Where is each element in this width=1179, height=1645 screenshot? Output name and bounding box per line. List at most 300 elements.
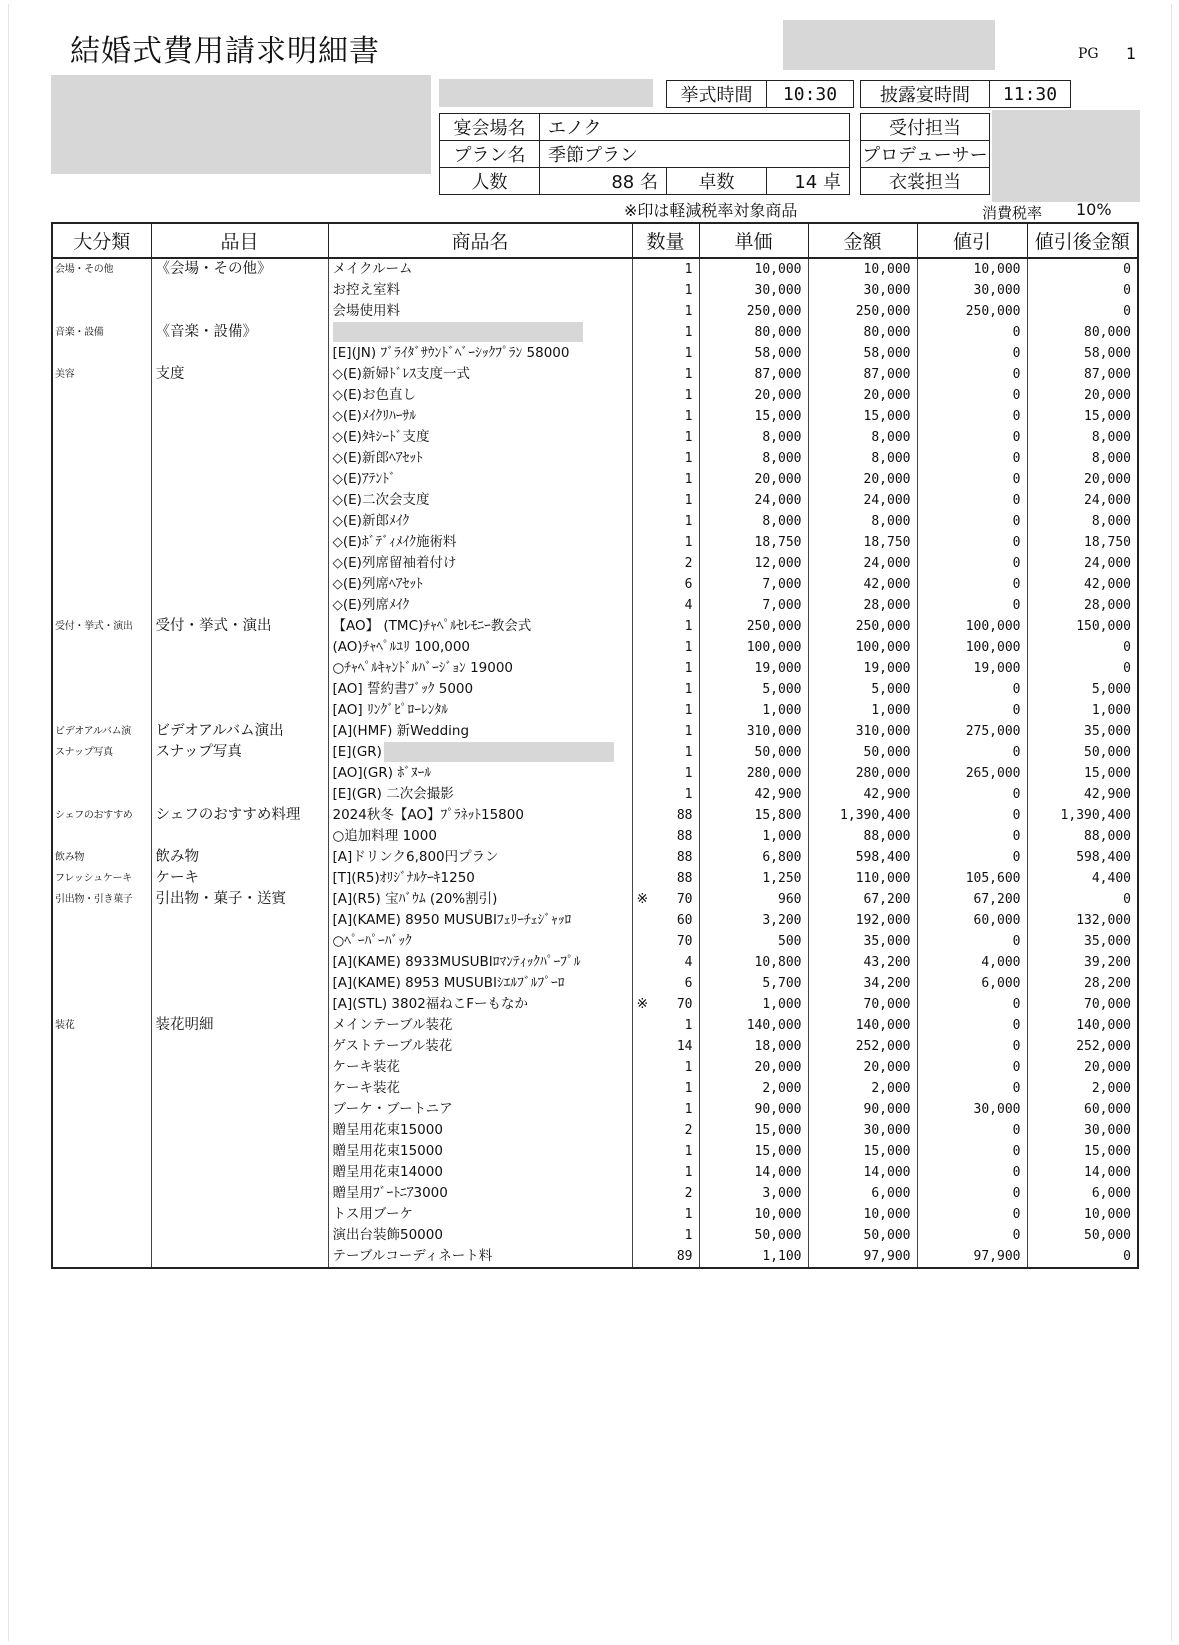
discount-cell: 0	[917, 1057, 1027, 1078]
unit-price-cell: 90,000	[699, 1099, 808, 1120]
unit-price-cell: 8,000	[699, 448, 808, 469]
unit-price-cell: 2,000	[699, 1078, 808, 1099]
product-cell: [A](KAME) 8933MUSUBIﾛﾏﾝﾃｨｯｸﾊﾟｰﾌﾟﾙ	[328, 952, 632, 973]
product-cell: ◇(E)ﾒｲｸﾘﾊｰｻﾙ	[328, 406, 632, 427]
qty-cell	[632, 889, 699, 910]
category-cell	[52, 994, 151, 1015]
net-amount-cell: 132,000	[1027, 910, 1138, 931]
unit-price-cell: 80,000	[699, 322, 808, 343]
table-row	[52, 574, 1138, 595]
net-amount-cell: 1,000	[1027, 700, 1138, 721]
discount-cell: 0	[917, 1120, 1027, 1141]
table-row	[52, 805, 1138, 826]
qty-value: 1	[684, 661, 693, 676]
item-cell	[151, 952, 328, 973]
qty-cell	[632, 322, 699, 343]
category-cell	[52, 469, 151, 490]
item-cell: 装花明細	[151, 1015, 328, 1036]
table-row	[52, 994, 1138, 1015]
amount-cell: 80,000	[808, 322, 917, 343]
amount-cell: 43,200	[808, 952, 917, 973]
product-cell	[328, 322, 632, 343]
amount-cell: 90,000	[808, 1099, 917, 1120]
reception-time-value: 11:30	[989, 80, 1071, 108]
table-row	[52, 1246, 1138, 1268]
item-cell	[151, 1120, 328, 1141]
product-cell: ◇(E)二次会支度	[328, 490, 632, 511]
table-header-row	[52, 223, 1138, 258]
net-amount-cell: 8,000	[1027, 427, 1138, 448]
discount-cell: 0	[917, 847, 1027, 868]
amount-cell: 58,000	[808, 343, 917, 364]
discount-cell: 275,000	[917, 721, 1027, 742]
qty-cell	[632, 343, 699, 364]
qty-value: 6	[684, 577, 693, 592]
plan-value: 季節プラン	[539, 140, 850, 168]
net-amount-cell: 58,000	[1027, 343, 1138, 364]
col-header-product: 商品名	[328, 223, 632, 258]
amount-cell: 19,000	[808, 658, 917, 679]
amount-cell: 10,000	[808, 258, 917, 280]
product-cell: [AO] ﾘﾝｸﾞﾋﾟﾛｰﾚﾝﾀﾙ	[328, 700, 632, 721]
net-amount-cell: 28,000	[1027, 595, 1138, 616]
qty-value: 1	[684, 451, 693, 466]
category-cell: シェフのおすすめ	[52, 805, 151, 826]
table-row	[52, 784, 1138, 805]
unit-price-cell: 8,000	[699, 427, 808, 448]
unit-price-cell: 250,000	[699, 616, 808, 637]
amount-cell: 24,000	[808, 553, 917, 574]
amount-cell: 250,000	[808, 616, 917, 637]
unit-price-cell: 8,000	[699, 511, 808, 532]
amount-cell: 192,000	[808, 910, 917, 931]
qty-cell	[632, 427, 699, 448]
qty-value: 1	[684, 283, 693, 298]
category-cell	[52, 511, 151, 532]
qty-value: 70	[676, 892, 693, 907]
net-amount-cell: 20,000	[1027, 1057, 1138, 1078]
item-cell	[151, 427, 328, 448]
unit-price-cell: 3,200	[699, 910, 808, 931]
discount-cell: 0	[917, 679, 1027, 700]
category-cell: 装花	[52, 1015, 151, 1036]
col-header-qty: 数量	[632, 223, 699, 258]
net-amount-cell: 8,000	[1027, 511, 1138, 532]
discount-cell: 0	[917, 784, 1027, 805]
table-row	[52, 364, 1138, 385]
net-amount-cell: 140,000	[1027, 1015, 1138, 1036]
qty-value: 1	[684, 367, 693, 382]
table-row	[52, 679, 1138, 700]
discount-cell: 0	[917, 742, 1027, 763]
category-cell: 音楽・設備	[52, 322, 151, 343]
unit-price-cell: 250,000	[699, 301, 808, 322]
unit-price-cell: 310,000	[699, 721, 808, 742]
unit-price-cell: 280,000	[699, 763, 808, 784]
qty-value: 4	[684, 955, 693, 970]
category-cell	[52, 343, 151, 364]
unit-price-cell: 100,000	[699, 637, 808, 658]
category-cell: 引出物・引き菓子	[52, 889, 151, 910]
table-row	[52, 700, 1138, 721]
unit-price-cell: 10,800	[699, 952, 808, 973]
redacted-block	[333, 322, 583, 342]
unit-price-cell: 14,000	[699, 1162, 808, 1183]
line-items-table	[51, 222, 1139, 1269]
net-amount-cell: 20,000	[1027, 469, 1138, 490]
item-cell	[151, 1057, 328, 1078]
product-cell: [AO](GR) ﾎﾞﾇｰﾙ	[328, 763, 632, 784]
item-cell	[151, 406, 328, 427]
ceremony-time-value: 10:30	[766, 80, 854, 108]
amount-cell: 8,000	[808, 511, 917, 532]
reduced-tax-mark: ※	[636, 891, 649, 907]
discount-cell: 60,000	[917, 910, 1027, 931]
unit-price-cell: 1,000	[699, 700, 808, 721]
qty-cell	[632, 1246, 699, 1268]
item-cell: スナップ写真	[151, 742, 328, 763]
qty-value: 1	[684, 1207, 693, 1222]
amount-cell: 1,000	[808, 700, 917, 721]
qty-value: 2	[684, 1123, 693, 1138]
table-row	[52, 721, 1138, 742]
qty-cell	[632, 1015, 699, 1036]
item-cell	[151, 910, 328, 931]
product-cell: ◇(E)列席ﾒｲｸ	[328, 595, 632, 616]
amount-cell: 50,000	[808, 742, 917, 763]
item-cell: 飲み物	[151, 847, 328, 868]
qty-cell	[632, 280, 699, 301]
discount-cell: 0	[917, 364, 1027, 385]
net-amount-cell: 88,000	[1027, 826, 1138, 847]
table-row	[52, 1141, 1138, 1162]
qty-cell	[632, 574, 699, 595]
page-label: PG	[1078, 46, 1099, 62]
product-cell: ケーキ装花	[328, 1078, 632, 1099]
category-cell	[52, 406, 151, 427]
qty-value: 89	[676, 1249, 693, 1264]
qty-value: 2	[684, 556, 693, 571]
table-row	[52, 868, 1138, 889]
qty-value: 88	[676, 829, 693, 844]
net-amount-cell: 0	[1027, 889, 1138, 910]
category-cell	[52, 1036, 151, 1057]
col-header-amount: 金額	[808, 223, 917, 258]
amount-cell: 2,000	[808, 1078, 917, 1099]
category-cell	[52, 1246, 151, 1268]
qty-cell	[632, 931, 699, 952]
tax-rate-label: 消費税率	[982, 204, 1043, 222]
qty-cell	[632, 301, 699, 322]
qty-value: 1	[684, 262, 693, 277]
redacted-block	[783, 20, 995, 70]
category-cell	[52, 973, 151, 994]
table-row	[52, 427, 1138, 448]
qty-cell	[632, 847, 699, 868]
category-cell	[52, 679, 151, 700]
discount-cell: 0	[917, 427, 1027, 448]
product-cell: [A](KAME) 8950 MUSUBIﾌｪﾘｰﾁｪｼﾞｬｯﾛ	[328, 910, 632, 931]
item-cell: 《会場・その他》	[151, 258, 328, 280]
product-cell: ◇(E)列席ﾍｱｾｯﾄ	[328, 574, 632, 595]
net-amount-cell: 1,390,400	[1027, 805, 1138, 826]
product-cell: ◇(E)ﾎﾞﾃﾞｨﾒｲｸ施術料	[328, 532, 632, 553]
item-cell: 《音楽・設備》	[151, 322, 328, 343]
product-cell: 贈呈用花束15000	[328, 1120, 632, 1141]
qty-cell	[632, 721, 699, 742]
product-cell: トス用ブーケ	[328, 1204, 632, 1225]
qty-cell	[632, 784, 699, 805]
qty-cell	[632, 679, 699, 700]
amount-cell: 42,000	[808, 574, 917, 595]
item-cell	[151, 574, 328, 595]
amount-cell: 97,900	[808, 1246, 917, 1268]
unit-price-cell: 5,700	[699, 973, 808, 994]
table-row	[52, 931, 1138, 952]
table-row	[52, 385, 1138, 406]
discount-cell: 0	[917, 490, 1027, 511]
net-amount-cell: 35,000	[1027, 931, 1138, 952]
table-row	[52, 1225, 1138, 1246]
table-row	[52, 343, 1138, 364]
unit-price-cell: 20,000	[699, 385, 808, 406]
product-cell: 2024秋冬【AO】ﾌﾟﾗﾈｯﾄ15800	[328, 805, 632, 826]
item-cell	[151, 1162, 328, 1183]
qty-value: 88	[676, 808, 693, 823]
qty-cell	[632, 616, 699, 637]
item-cell	[151, 448, 328, 469]
qty-value: 1	[684, 640, 693, 655]
product-cell: ○ﾍﾟｰﾊﾟｰﾊﾞｯｸ	[328, 931, 632, 952]
amount-cell: 8,000	[808, 427, 917, 448]
category-cell: 美容	[52, 364, 151, 385]
product-cell: ◇(E)新郎ﾒｲｸ	[328, 511, 632, 532]
item-cell	[151, 553, 328, 574]
qty-value: 1	[684, 1228, 693, 1243]
guests-label: 人数	[439, 167, 540, 195]
qty-value: 2	[684, 1186, 693, 1201]
table-row	[52, 742, 1138, 763]
item-cell	[151, 280, 328, 301]
table-row	[52, 973, 1138, 994]
amount-cell: 88,000	[808, 826, 917, 847]
product-cell: 【AO】 (TMC)ﾁｬﾍﾟﾙｾﾚﾓﾆｰ教会式	[328, 616, 632, 637]
qty-value: 6	[684, 976, 693, 991]
item-cell	[151, 637, 328, 658]
item-cell	[151, 784, 328, 805]
table-row	[52, 1099, 1138, 1120]
item-cell	[151, 490, 328, 511]
qty-value: 1	[684, 409, 693, 424]
unit-price-cell: 15,800	[699, 805, 808, 826]
item-cell	[151, 1141, 328, 1162]
discount-cell: 0	[917, 931, 1027, 952]
product-cell: ◇(E)列席留袖着付け	[328, 553, 632, 574]
net-amount-cell: 28,200	[1027, 973, 1138, 994]
net-amount-cell: 24,000	[1027, 553, 1138, 574]
page-number: 1	[1126, 44, 1137, 63]
table-row	[52, 889, 1138, 910]
qty-cell	[632, 763, 699, 784]
category-cell	[52, 532, 151, 553]
qty-cell	[632, 826, 699, 847]
qty-cell	[632, 805, 699, 826]
qty-cell	[632, 700, 699, 721]
product-cell: ◇(E)ｱﾃﾝﾄﾞ	[328, 469, 632, 490]
amount-cell: 15,000	[808, 1141, 917, 1162]
category-cell	[52, 301, 151, 322]
discount-cell: 0	[917, 385, 1027, 406]
unit-price-cell: 7,000	[699, 595, 808, 616]
amount-cell: 87,000	[808, 364, 917, 385]
item-cell	[151, 1078, 328, 1099]
table-row	[52, 1183, 1138, 1204]
qty-cell	[632, 868, 699, 889]
product-cell: ○ﾁｬﾍﾟﾙｷｬﾝﾄﾞﾙﾊﾞｰｼﾞｮﾝ 19000	[328, 658, 632, 679]
qty-cell	[632, 1225, 699, 1246]
table-row	[52, 616, 1138, 637]
unit-price-cell: 7,000	[699, 574, 808, 595]
product-cell: 会場使用料	[328, 301, 632, 322]
tax-rate-value: 10%	[1076, 200, 1112, 219]
amount-cell: 30,000	[808, 280, 917, 301]
category-cell: フレッシュケーキ	[52, 868, 151, 889]
unit-price-cell: 18,750	[699, 532, 808, 553]
item-cell	[151, 343, 328, 364]
qty-cell	[632, 448, 699, 469]
discount-cell: 0	[917, 1204, 1027, 1225]
qty-cell	[632, 406, 699, 427]
unit-price-cell: 19,000	[699, 658, 808, 679]
table-row	[52, 1015, 1138, 1036]
category-cell	[52, 637, 151, 658]
qty-cell	[632, 258, 699, 280]
unit-price-cell: 960	[699, 889, 808, 910]
product-cell: ◇(E)ﾀｷｼｰﾄﾞ支度	[328, 427, 632, 448]
amount-cell: 20,000	[808, 385, 917, 406]
item-cell	[151, 1204, 328, 1225]
amount-cell: 310,000	[808, 721, 917, 742]
net-amount-cell: 15,000	[1027, 1141, 1138, 1162]
item-cell	[151, 532, 328, 553]
qty-value: 1	[684, 493, 693, 508]
unit-price-cell: 500	[699, 931, 808, 952]
unit-price-cell: 3,000	[699, 1183, 808, 1204]
qty-cell	[632, 490, 699, 511]
product-cell: ◇(E)新婦ﾄﾞﾚｽ支度一式	[328, 364, 632, 385]
qty-value: 1	[684, 346, 693, 361]
discount-cell: 100,000	[917, 637, 1027, 658]
qty-cell	[632, 637, 699, 658]
table-row	[52, 826, 1138, 847]
item-cell	[151, 1099, 328, 1120]
category-cell	[52, 700, 151, 721]
category-cell	[52, 1057, 151, 1078]
qty-value: 1	[684, 1144, 693, 1159]
reception-time-label: 披露宴時間	[860, 80, 990, 108]
table-row	[52, 1120, 1138, 1141]
item-cell	[151, 826, 328, 847]
unit-price-cell: 1,250	[699, 868, 808, 889]
amount-cell: 6,000	[808, 1183, 917, 1204]
qty-cell	[632, 994, 699, 1015]
qty-value: 1	[684, 472, 693, 487]
qty-value: 88	[676, 871, 693, 886]
unit-price-cell: 50,000	[699, 1225, 808, 1246]
item-cell	[151, 1183, 328, 1204]
amount-cell: 30,000	[808, 1120, 917, 1141]
net-amount-cell: 80,000	[1027, 322, 1138, 343]
product-cell: 贈呈用花束14000	[328, 1162, 632, 1183]
discount-cell: 6,000	[917, 973, 1027, 994]
unit-price-cell: 1,000	[699, 994, 808, 1015]
table-row	[52, 258, 1138, 280]
net-amount-cell: 35,000	[1027, 721, 1138, 742]
qty-value: 1	[684, 1060, 693, 1075]
amount-cell: 14,000	[808, 1162, 917, 1183]
item-cell	[151, 763, 328, 784]
qty-value: 1	[684, 745, 693, 760]
product-cell: [E](GR) 二次会撮影	[328, 784, 632, 805]
table-row	[52, 1057, 1138, 1078]
reduced-tax-note: ※印は軽減税率対象商品	[624, 201, 798, 220]
col-header-item: 品目	[151, 223, 328, 258]
product-cell: ケーキ装花	[328, 1057, 632, 1078]
amount-cell: 67,200	[808, 889, 917, 910]
product-cell: ゲストテーブル装花	[328, 1036, 632, 1057]
plan-label: プラン名	[439, 140, 540, 168]
product-cell	[328, 742, 632, 763]
qty-cell	[632, 1057, 699, 1078]
net-amount-cell: 4,400	[1027, 868, 1138, 889]
net-amount-cell: 50,000	[1027, 742, 1138, 763]
qty-value: 1	[684, 514, 693, 529]
product-cell: [A](HMF) 新Wedding	[328, 721, 632, 742]
net-amount-cell: 0	[1027, 301, 1138, 322]
net-amount-cell: 598,400	[1027, 847, 1138, 868]
unit-price-cell: 15,000	[699, 406, 808, 427]
table-row	[52, 448, 1138, 469]
amount-cell: 10,000	[808, 1204, 917, 1225]
item-cell	[151, 931, 328, 952]
discount-cell: 0	[917, 532, 1027, 553]
category-cell	[52, 1162, 151, 1183]
qty-cell	[632, 973, 699, 994]
venue-label: 宴会場名	[439, 113, 540, 141]
net-amount-cell: 0	[1027, 280, 1138, 301]
table-row	[52, 469, 1138, 490]
discount-cell: 0	[917, 1162, 1027, 1183]
qty-value: 1	[684, 724, 693, 739]
qty-cell	[632, 1099, 699, 1120]
category-cell	[52, 280, 151, 301]
item-cell: ケーキ	[151, 868, 328, 889]
product-cell: [A]ドリンク6,800円プラン	[328, 847, 632, 868]
unit-price-cell: 5,000	[699, 679, 808, 700]
category-cell	[52, 1078, 151, 1099]
category-cell	[52, 448, 151, 469]
unit-price-cell: 24,000	[699, 490, 808, 511]
unit-price-cell: 87,000	[699, 364, 808, 385]
discount-cell: 4,000	[917, 952, 1027, 973]
product-cell: 贈呈用ﾌﾞｰﾄﾆｱ3000	[328, 1183, 632, 1204]
table-row	[52, 952, 1138, 973]
qty-value: 1	[684, 430, 693, 445]
item-cell	[151, 679, 328, 700]
reception-staff-label: 受付担当	[860, 113, 990, 141]
qty-value: 88	[676, 850, 693, 865]
qty-value: 1	[684, 682, 693, 697]
